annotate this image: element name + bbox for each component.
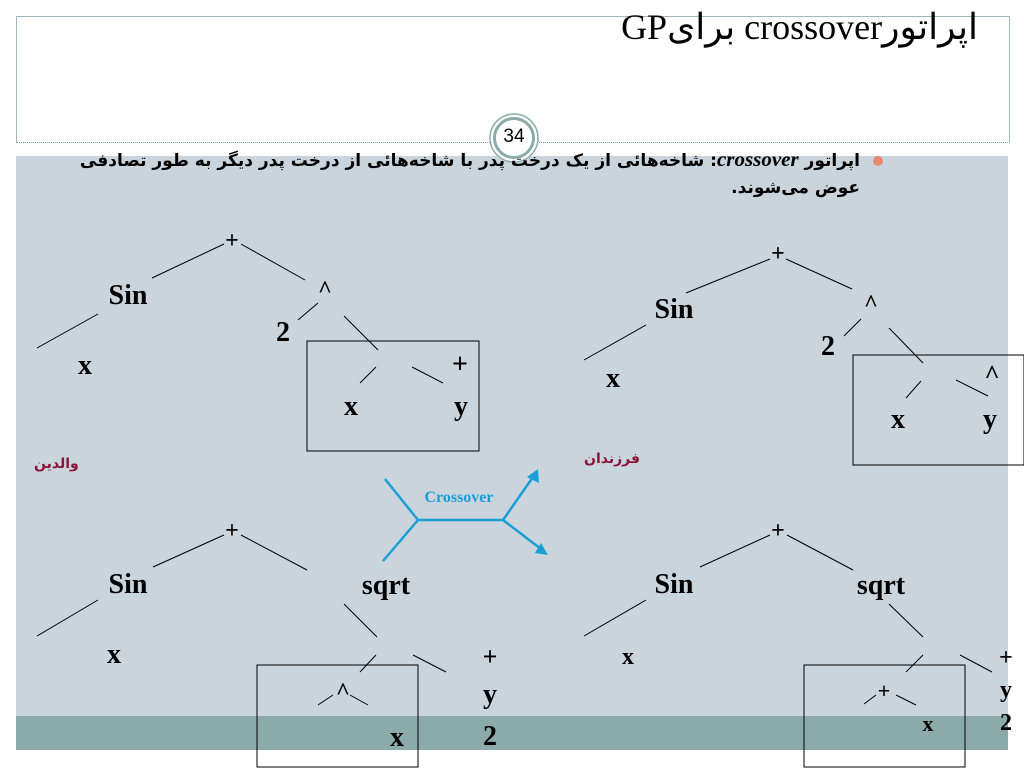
p2-sin: Sin <box>108 569 148 600</box>
c2-plus: + <box>999 645 1013 671</box>
c2-root: + <box>771 518 785 544</box>
p2-edge-pow-x <box>350 695 368 705</box>
slide-title: اپراتورcrossover برایGP <box>621 7 978 47</box>
c2-edge-sqrt-sub <box>889 604 923 637</box>
p2-sub-root: ^ <box>336 679 350 705</box>
c1-sub-y: y <box>983 404 997 435</box>
c2-sqrt: sqrt <box>856 570 906 601</box>
p2-edge-sub-pow <box>360 655 376 672</box>
p1-root: + <box>225 228 239 254</box>
p2-edge-sin-x <box>37 600 98 636</box>
p1-edge-root-pow <box>241 244 305 280</box>
p1-sub-x: x <box>344 391 358 422</box>
p2-edge-root-sqrt <box>241 535 307 570</box>
c1-edge-sin-x <box>584 325 646 360</box>
c2-sub-x: x <box>922 711 934 736</box>
p1-two: 2 <box>276 317 290 348</box>
p1-edge-sub-x <box>360 367 376 383</box>
p1-edge-pow-2 <box>298 303 318 320</box>
bullet-prefix: اپراتور <box>798 151 860 171</box>
c1-edge-root-pow <box>786 259 852 289</box>
p1-pow: ^ <box>318 277 332 303</box>
c1-sub-root: ^ <box>984 360 1000 389</box>
crossover-label: Crossover <box>424 489 494 506</box>
p1-sub-root: + <box>452 349 468 380</box>
p2-edge-pow-left <box>318 695 333 705</box>
children-label: فرزندان <box>584 451 641 467</box>
c1-sub-x: x <box>891 404 905 435</box>
c1-root: + <box>771 241 785 267</box>
p1-edge-sin-x <box>37 314 98 348</box>
p2-y: y <box>483 679 497 710</box>
p1-sub-y: y <box>454 391 468 422</box>
p2-edge-root-sin <box>153 535 224 567</box>
p1-edge-sub-y <box>412 367 443 383</box>
c1-edge-pow-2 <box>844 319 861 336</box>
c1-edge-sub-y <box>956 380 988 396</box>
p2-root: + <box>225 518 239 544</box>
c1-pow: ^ <box>864 291 878 317</box>
p2-sqrt: sqrt <box>361 570 411 601</box>
p2-two: 2 <box>483 721 497 752</box>
p1-x: x <box>78 350 92 381</box>
c1-two: 2 <box>821 331 835 362</box>
c2-sin: Sin <box>654 569 694 600</box>
bullet-operator: crossover <box>716 147 799 171</box>
p2-x: x <box>107 639 121 670</box>
parents-label: والدین <box>34 456 79 472</box>
c1-x: x <box>606 363 620 394</box>
p1-sin: Sin <box>108 280 148 311</box>
p1-edge-root-sin <box>152 244 224 278</box>
c1-edge-pow-sub <box>889 328 923 363</box>
c2-edge-sub-plus <box>906 655 923 672</box>
c2-two: 2 <box>1000 710 1012 736</box>
c2-x: x <box>622 644 634 670</box>
c1-sin: Sin <box>654 294 694 325</box>
bullet-rest: : شاخه‌هائی از یک درخت پدر با شاخه‌هائی از درخت پدر دیگر به طور تصادفی عوض می‌شوند. <box>79 151 860 198</box>
p2-plus: + <box>482 642 498 671</box>
c2-y: y <box>1000 677 1012 703</box>
c2-edge-sin-x <box>584 600 646 636</box>
p2-sub-x: x <box>390 722 404 753</box>
c2-edge-root-sin <box>700 535 770 567</box>
c2-edge-plus-x <box>896 695 916 705</box>
c2-edge-plus-left <box>864 695 876 704</box>
p1-edge-pow-sub <box>344 316 378 350</box>
page-number: 34 <box>503 126 525 147</box>
c1-edge-sub-x <box>906 381 921 398</box>
p2-edge-sqrt-sub <box>344 604 377 637</box>
c1-edge-root-sin <box>686 259 770 293</box>
c2-edge-root-sqrt <box>787 535 853 570</box>
c2-sub-root: + <box>877 678 891 703</box>
